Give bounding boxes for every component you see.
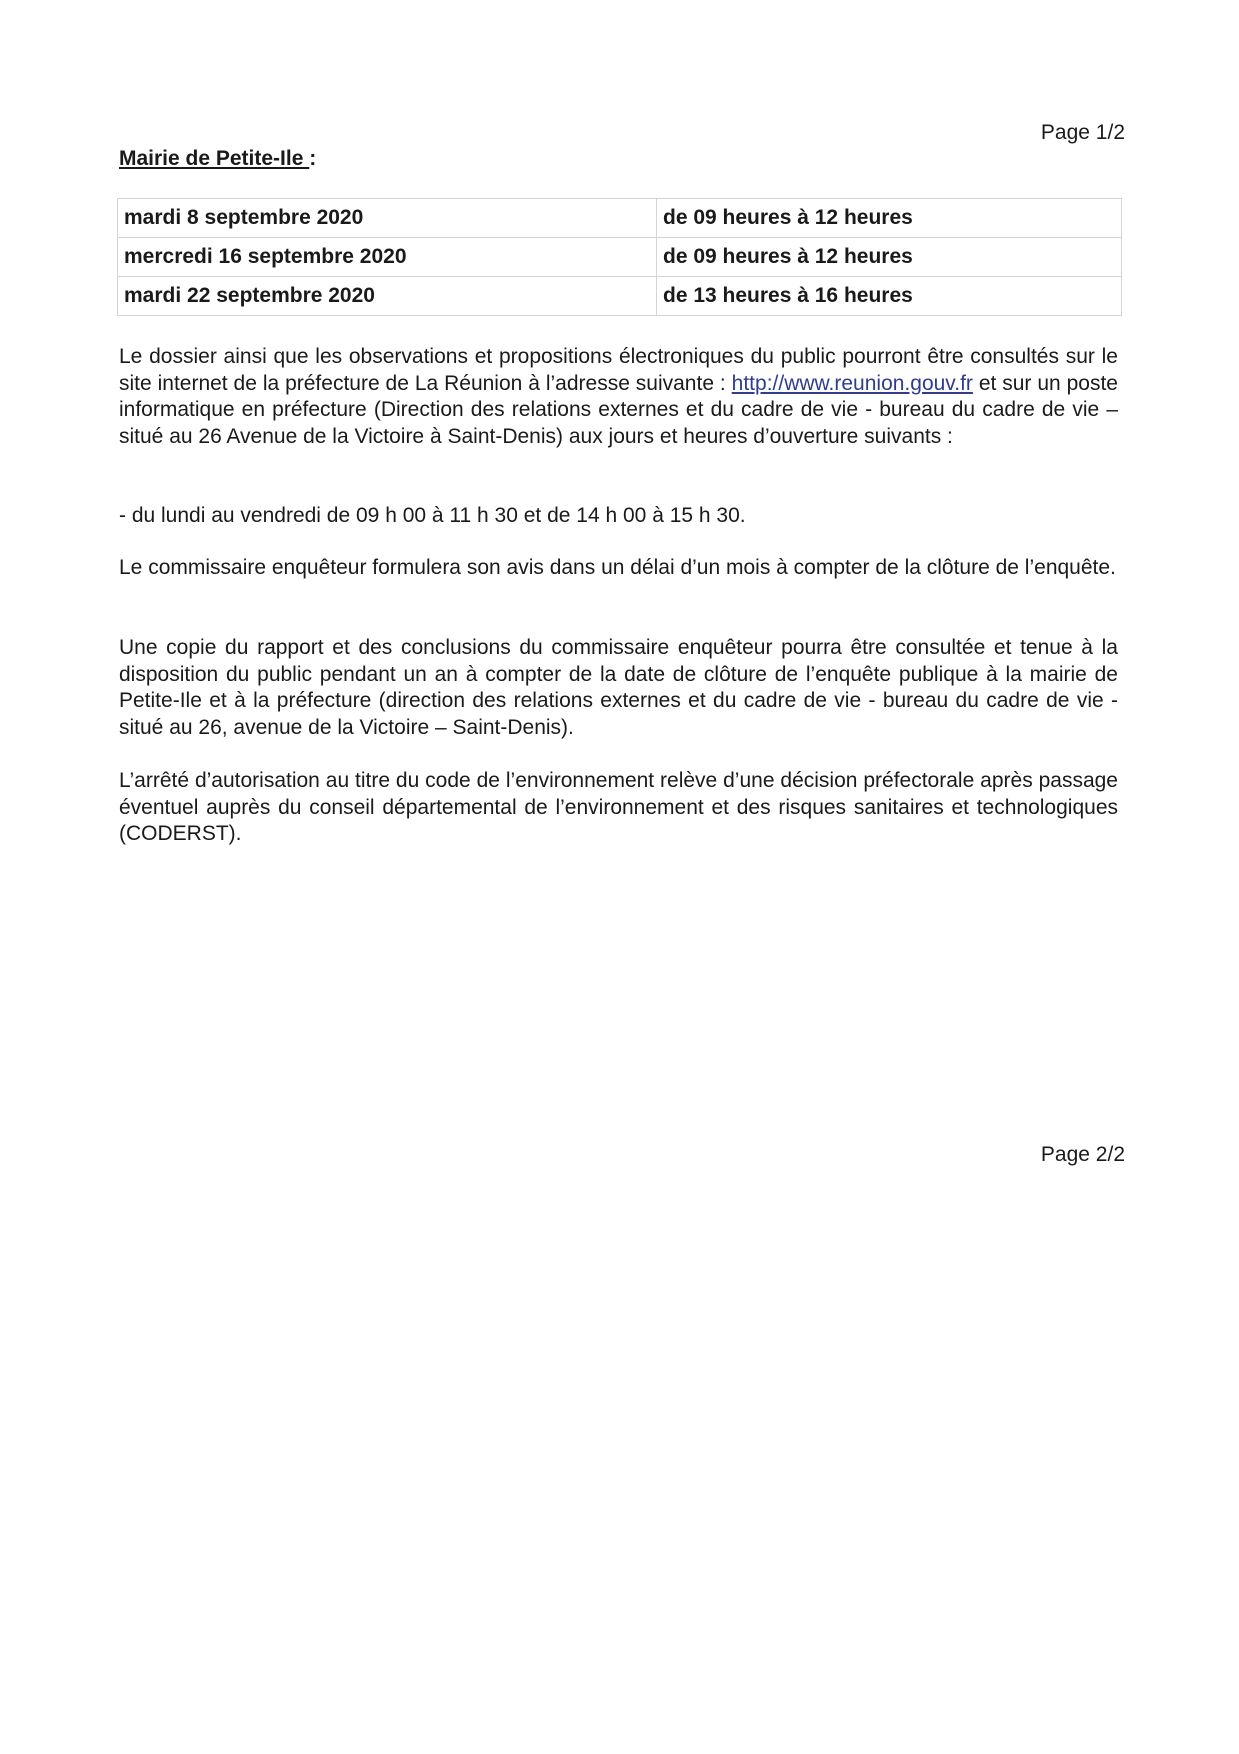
table-row	[118, 199, 1122, 238]
schedule-table	[117, 198, 1122, 316]
page-number-1: Page 1/2	[1040, 121, 1125, 144]
heading-colon: :	[309, 147, 317, 170]
paragraph-avis: Le commissaire enquêteur formulera son avis dans un délai d’un mois à compter de la clôture de l’enquête.	[119, 556, 1116, 579]
schedule-date: mercredi 16 septembre 2020	[118, 238, 657, 277]
paragraph-dossier	[119, 344, 1118, 450]
schedule-hours: de 13 heures à 16 heures	[657, 277, 1122, 316]
section-heading	[119, 146, 316, 172]
prefecture-website-link[interactable]: http://www.reunion.gouv.fr	[731, 371, 973, 395]
dossier-text-end: et sur un poste informatique en préfecture (Direction des relations externes et du cadre de vie - bureau du cadre de vie – situé au 26 Avenue de la Victoire à Saint-Denis) aux jours et heures d’ouverture suivants :	[119, 371, 1118, 448]
paragraph-opening-hours: - du lundi au vendredi de 09 h 00 à 11 h 30 et de 14 h 00 à 15 h 30.	[119, 504, 746, 527]
schedule-hours: de 09 heures à 12 heures	[657, 199, 1122, 238]
paragraph-copie-rapport: Une copie du rapport et des conclusions du commissaire enquêteur pourra être consultée et tenue à la disposition du public pendant un an à compter de la date de clôture de l’enquête publique à la mairie de Petite-Ile et à la préfecture (direction des relations externes et du cadre de vie - bureau du cadre de vie - situé au 26, avenue de la Victoire – Saint-Denis).	[119, 636, 1118, 739]
paragraph-arrete: L’arrêté d’autorisation au titre du code de l’environnement relève d’une décision préfectorale après passage éventuel auprès du conseil départemental de l’environnement et des risques sanitaires et technologiques (CODERST).	[119, 769, 1118, 845]
schedule-date: mardi 8 septembre 2020	[118, 199, 657, 238]
heading-title: Mairie de Petite-Ile	[119, 147, 310, 170]
page-number-2: Page 2/2	[1040, 1143, 1125, 1166]
schedule-date: mardi 22 septembre 2020	[118, 277, 657, 316]
schedule-hours: de 09 heures à 12 heures	[657, 238, 1122, 277]
table-row	[118, 238, 1122, 277]
table-row	[118, 277, 1122, 316]
dossier-text-start: Le dossier ainsi que les observations et propositions électroniques du public pourront être consultés sur le site internet de la préfecture de La Réunion à l’adresse suivante :	[119, 345, 1118, 395]
